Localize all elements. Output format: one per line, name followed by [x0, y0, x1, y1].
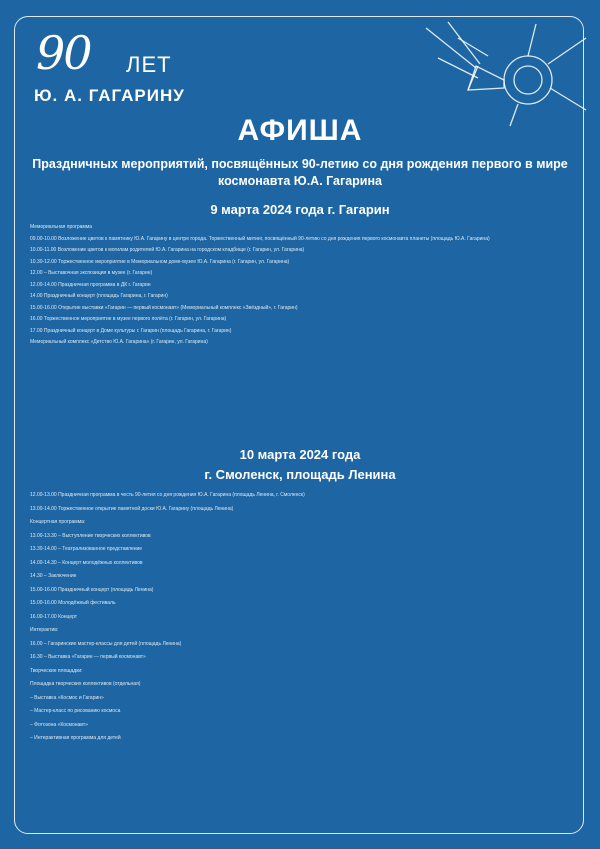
schedule-item: Площадка творческих коллективов (отдельная)	[30, 681, 141, 687]
schedule-item: 15.00-16.00 Открытие выставки «Гагарин — первый космонавт» (Мемориальный комплекс «Звёздный», г. Гагарин)	[30, 304, 298, 311]
day2-place: г. Смоленск, площадь Ленина	[204, 467, 396, 482]
schedule-item: 17.00 Праздничный концерт в Доме культуры г. Гагарин (площадь Гагарина, г. Гагарин)	[30, 327, 232, 334]
logo-name: Ю. А. ГАГАРИНУ	[34, 86, 185, 105]
schedule-item: 10.30-12.00 Торжественное мероприятие в Мемориальном доме-музее Ю.А. Гагарина (г. Гагарин, ул. Гагарина)	[30, 258, 290, 265]
schedule-item: Мемориальная программа	[30, 224, 93, 230]
schedule-item: 14.30 – Заключение	[30, 573, 77, 579]
schedule-item: 16.00 – Гагаринские мастер-классы для детей (площадь Ленина)	[30, 640, 182, 647]
poster-subtitle: Праздничных мероприятий, посвящённых 90-летию со дня рождения первого в мире космонавта Ю.А. Гагарина	[32, 157, 568, 188]
schedule-item: 13.00-13.30 – Выступление творческих коллективов	[30, 532, 151, 539]
schedule-item: Мемориальный комплекс «Детство Ю.А. Гагарина» (г. Гагарин, ул. Гагарина)	[30, 339, 208, 345]
schedule-item: Интерактив:	[30, 627, 59, 633]
schedule-item: Концертная программа:	[30, 519, 86, 525]
schedule-item: Творческие площадки:	[30, 667, 83, 674]
schedule-item: 09.00-10.00 Возложение цветов к памятнику Ю.А. Гагарину в центре города. Торжественный митинг, посвящённый 90-летию со дня рождения первого космонавта планеты (площадь Ю.А. Гагарина)	[30, 235, 490, 242]
schedule-item: 16.00 Торжественное мероприятие в музее первого полёта (г. Гагарин, ул. Гагарина)	[30, 316, 227, 322]
schedule-item: 12.00 – Выставочная экспозиция в музее (г. Гагарин)	[30, 270, 153, 276]
schedule-item: 15.00-16.00 Праздничный концерт (площадь Ленина)	[30, 586, 154, 593]
schedule-item: – Интерактивная программа для детей	[30, 735, 121, 741]
day1-schedule	[30, 224, 570, 351]
schedule-item: 12.00-14.00 Праздничная программа в ДК г. Гагарин	[30, 281, 151, 288]
logo-years: ЛЕТ	[126, 52, 172, 77]
schedule-item: 12.00-13.00 Праздничная программа в честь 90-летия со дня рождения Ю.А. Гагарина (площадь Ленина, г. Смоленск)	[30, 492, 305, 498]
day2-date: 10 марта 2024 года	[239, 447, 361, 462]
schedule-item: – Фотозона «Космонавт»	[30, 721, 88, 728]
day2-schedule	[30, 492, 570, 749]
schedule-item: 10.00-11.00 Возложение цветов к могилам родителей Ю.А. Гагарина на городском кладбище (г. Гагарин, ул. Гагарина)	[30, 247, 305, 253]
logo-number: 90	[36, 26, 91, 80]
schedule-item: 15.00-16.00 Молодёжный фестиваль	[30, 600, 116, 606]
schedule-item: – Мастер-класс по рисованию космоса	[30, 708, 121, 714]
anniversary-logo	[34, 28, 204, 114]
schedule-item: 16.30 – Выставка «Гагарин — первый космонавт»	[30, 654, 146, 660]
schedule-item: 14.00 Праздничный концерт (площадь Гагарина, г. Гагарин)	[30, 293, 168, 299]
schedule-item: 13.30-14.00 – Театрализованное представление	[30, 546, 143, 552]
schedule-item: – Выставка «Космос и Гагарин»	[30, 694, 104, 701]
satellite-icon	[418, 18, 588, 128]
schedule-item: 14.00-14.30 – Концерт молодёжных коллективов	[30, 559, 143, 566]
day1-date: 9 марта 2024 года г. Гагарин	[210, 202, 390, 217]
schedule-item: 16.00-17.00 Концерт	[30, 613, 78, 620]
schedule-item: 13.00-14.00 Торжественное открытие памятной доски Ю.А. Гагарину (площадь Ленина)	[30, 505, 234, 512]
poster-title: АФИША	[237, 114, 363, 147]
